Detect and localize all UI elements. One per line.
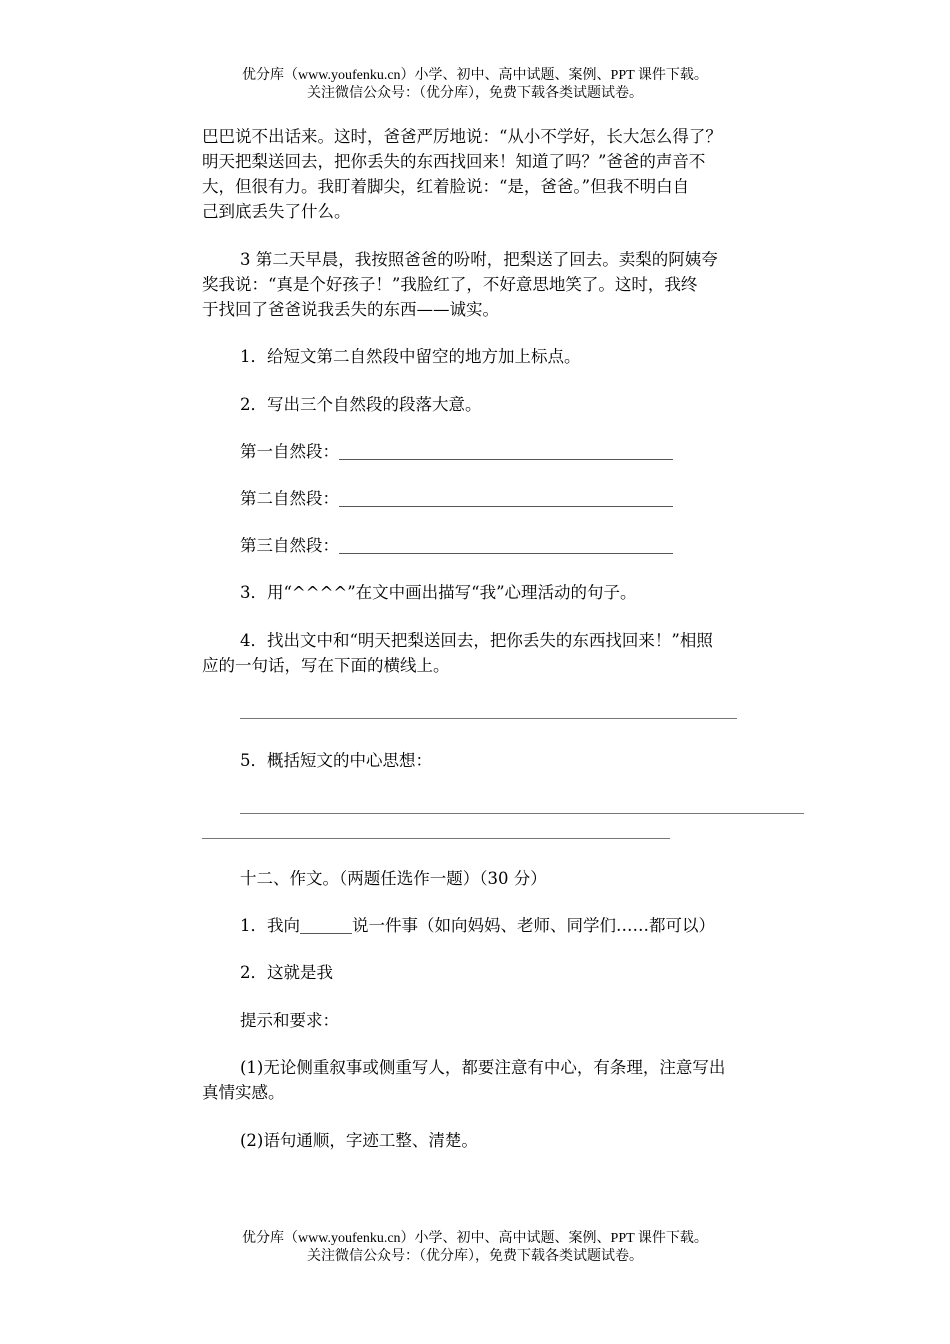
para3-label: 第三自然段： (240, 536, 339, 555)
passage-p2-line4: 己到底丢失了什么。 (202, 202, 351, 221)
page-header-line1: 优分库（www.youfenku.cn）小学、初中、高中试题、案例、PPT 课件下载。 (242, 68, 708, 83)
para2-answer-line[interactable] (339, 489, 673, 507)
passage-p3-line1: 3 第二天早晨，我按照爸爸的吩咐，把梨送了回去。卖梨的阿姨夸 (240, 250, 718, 269)
passage-p3-line2: 奖我说：“真是个好孩子！”我脸红了，不好意思地笑了。这时，我终 (202, 275, 698, 294)
requirement-1-line2: 真情实感。 (202, 1083, 285, 1102)
para1-summary-row (240, 439, 806, 464)
composition-heading: 十二、作文。（两题任选作一题）（30 分） (240, 869, 547, 888)
question-5-answer-line-2[interactable] (202, 838, 670, 839)
question-3: 3．用“^^^^”在文中画出描写“我”心理活动的句子。 (240, 583, 637, 602)
page-footer-line1: 优分库（www.youfenku.cn）小学、初中、高中试题、案例、PPT 课件下载。 (242, 1231, 708, 1246)
hints-title: 提示和要求： (240, 1011, 339, 1030)
para2-summary-row (240, 486, 806, 511)
question-4-answer-line[interactable] (240, 718, 737, 719)
page-footer-line2: 关注微信公众号：（优分库），免费下载各类试题试卷。 (307, 1249, 643, 1264)
question-1: 1．给短文第二自然段中留空的地方加上标点。 (240, 347, 581, 366)
topic1-blank[interactable] (300, 916, 352, 934)
question-4-line1: 4．找出文中和“明天把梨送回去，把你丢失的东西找回来！”相照 (240, 631, 713, 650)
question-2: 2．写出三个自然段的段落大意。 (240, 395, 482, 414)
passage-p2-line1: 巴巴说不出话来。这时，爸爸严厉地说：“从小不学好，长大怎么得了？ (202, 127, 722, 146)
requirement-1-line1: (1)无论侧重叙事或侧重写人，都要注意有中心，有条理，注意写出 (240, 1058, 726, 1077)
para2-label: 第二自然段： (240, 489, 339, 508)
passage-p3-line3: 于找回了爸爸说我丢失的东西——诚实。 (202, 300, 499, 319)
page-header-line2: 关注微信公众号：（优分库），免费下载各类试题试卷。 (307, 86, 643, 101)
requirement-2: (2)语句通顺，字迹工整、清楚。 (240, 1131, 478, 1150)
passage-p2-line3: 大，但很有力。我盯着脚尖，红着脸说：“是，爸爸。”但我不明白自 (202, 177, 690, 196)
composition-topic-2: 2．这就是我 (240, 963, 333, 982)
question-5: 5．概括短文的中心思想： (240, 751, 432, 770)
para1-label: 第一自然段： (240, 442, 339, 461)
para1-answer-line[interactable] (339, 442, 673, 460)
passage-p2-line2: 明天把梨送回去，把你丢失的东西找回来！知道了吗？”爸爸的声音不 (202, 152, 706, 171)
para3-summary-row (240, 533, 806, 558)
question-4-line2: 应的一句话，写在下面的横线上。 (202, 656, 450, 675)
composition-topic-1 (240, 913, 806, 938)
topic1-suffix: 说一件事（如向妈妈、老师、同学们……都可以） (352, 916, 715, 935)
topic1-prefix: 1．我向 (240, 916, 300, 935)
para3-answer-line[interactable] (339, 536, 673, 554)
question-5-answer-line-1[interactable] (240, 813, 804, 814)
